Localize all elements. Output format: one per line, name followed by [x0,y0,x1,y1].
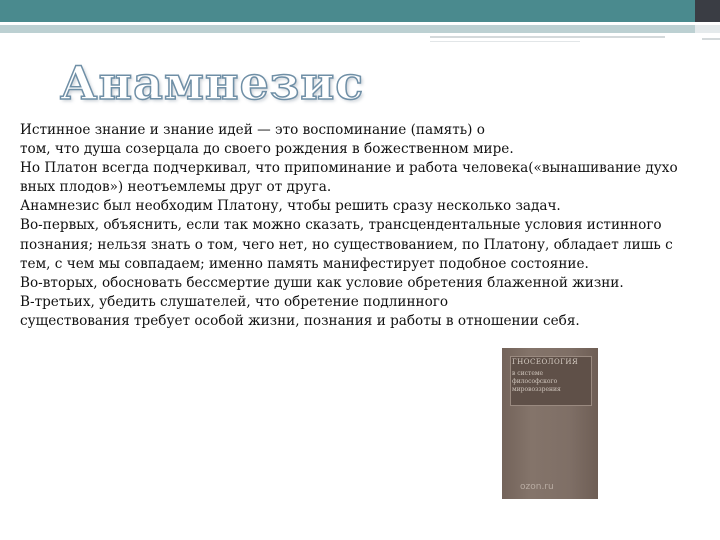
header-accent-teal [0,0,695,22]
header-accent-dark [695,0,720,22]
body-line: В-третьих, убедить слушателей, что обретение подлинного [20,293,449,310]
body-line: существования требует особой жизни, познания и работы в отношении себя. [20,312,580,329]
decorative-rule [702,38,720,40]
body-line: Истинное знание и знание идей — это воспоминание (память) о [20,122,485,138]
body-line: тем, с чем мы совпадаем; именно память манифестирует подобное состояние. [20,255,589,272]
body-line: Анамнезис был необходим Платону, чтобы решить сразу несколько задач. [20,198,561,215]
decorative-rule [430,36,665,38]
body-line: Во-вторых, обосновать бессмертие души как условие обретения блаженной жизни. [20,274,624,291]
watermark: ozon.ru [520,482,554,492]
header-bar [0,0,720,22]
decorative-rule [430,41,580,42]
body-line: Во-первых, объяснить, если так можно сказать, трансцендентальные условия истинного [20,217,662,234]
book-subtitle-line: мировоззрения [512,386,561,393]
slide-body [20,121,710,331]
slide-title: Анамнезис [60,56,365,110]
book-title: ГНОСЕОЛОГИЯ [512,358,579,366]
header-band [0,25,720,33]
body-line: вных плодов») неотъемлемы друг от друга. [20,179,332,196]
body-line: Но Платон всегда подчеркивал, что припоминание и работа человека(«вынашивание духо [20,160,678,177]
body-line: том, что душа созерцала до своего рождения в божественном мире. [20,141,514,158]
book-subtitle-line: философского [512,378,558,385]
book-subtitle [512,370,561,394]
header-band-tint [0,25,695,33]
book-subtitle-line: в системе [512,370,544,377]
body-line: познания; нельзя знать о том, чего нет, но существованием, по Платону, обладает лишь с [20,236,673,253]
book-cover-image [502,348,598,499]
